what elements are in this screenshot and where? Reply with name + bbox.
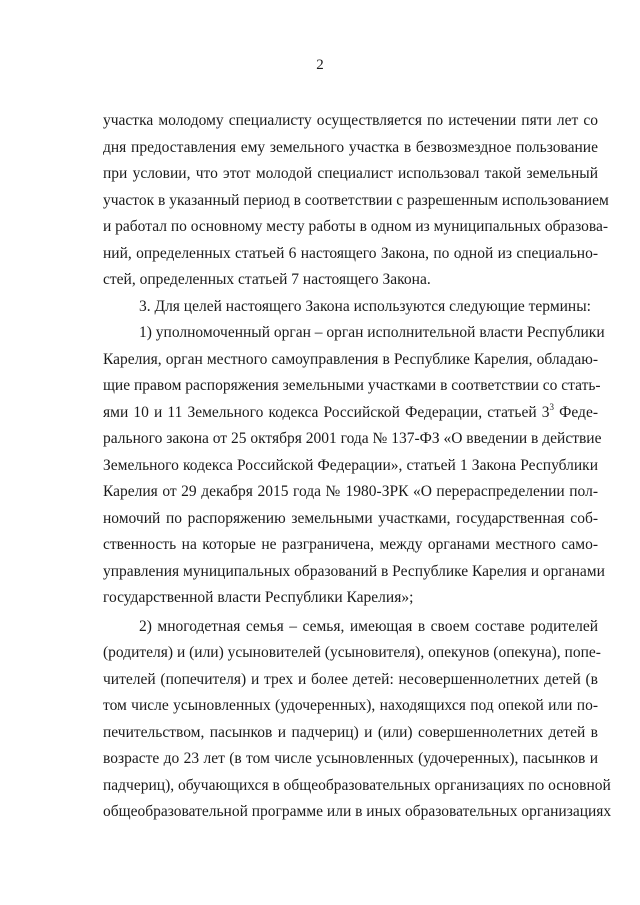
text-line: рального закона от 25 октября 2001 года № 137-ФЗ «О введении в действие bbox=[103, 430, 602, 447]
text-line: государственной власти Республики Карелия»; bbox=[103, 589, 414, 606]
paragraph-3-first-line: 3. Для целей настоящего Закона используются следующие термины: bbox=[139, 297, 591, 315]
text-fragment: Феде- bbox=[554, 403, 598, 421]
text-line: Карелия от 29 декабря 2015 года № 1980-ЗРК «О перераспределении пол- bbox=[103, 483, 598, 500]
document-body bbox=[103, 108, 612, 826]
text-line: участка молодому специалисту осуществляется по истечении пяти лет со bbox=[103, 112, 598, 129]
text-line: Земельного кодекса Российской Федерации», статьей 1 Закона Республики bbox=[103, 456, 598, 474]
text-line: чителей (попечителя) и трех и более детей: несовершеннолетних детей (в bbox=[103, 670, 598, 688]
item-2-first-line: 2) многодетная семья – семья, имеющая в своем составе родителей bbox=[139, 617, 598, 635]
text-line: печительством, пасынков и падчериц) и (или) совершеннолетних детей в bbox=[103, 723, 598, 741]
text-line: ственность на которые не разграничена, между органами местного само- bbox=[103, 536, 598, 553]
text-line: при условии, что этот молодой специалист использовал такой земельный bbox=[103, 165, 598, 182]
text-line-with-superscript bbox=[103, 400, 598, 427]
text-line: (родителя) и (или) усыновителей (усыновителя), опекунов (опекуна), попе- bbox=[103, 644, 601, 661]
text-line: падчериц), обучающихся в общеобразовательных организациях по основной bbox=[103, 776, 611, 794]
text-line: дня предоставления ему земельного участка в безвозмездное пользование bbox=[103, 138, 598, 156]
text-line: щие правом распоряжения земельными участками в соответствии со стать- bbox=[103, 377, 601, 394]
text-fragment: ями 10 и 11 Земельного кодекса Российской Федерации, статьей 3 bbox=[103, 403, 550, 421]
text-line: и работал по основному месту работы в одном из муниципальных образова- bbox=[103, 218, 609, 235]
page-number: 2 bbox=[316, 57, 324, 73]
item-1-first-line: 1) уполномоченный орган – орган исполнительной власти Республики bbox=[139, 324, 605, 341]
superscript: 3 bbox=[549, 401, 554, 412]
text-line: стей, определенных статьей 7 настоящего Закона. bbox=[103, 271, 431, 288]
text-line: номочий по распоряжению земельными участками, государственная соб- bbox=[103, 509, 598, 527]
text-line: возрасте до 23 лет (в том числе усыновленных (удочеренных), пасынков и bbox=[103, 750, 598, 767]
text-line: участок в указанный период в соответствии с разрешенным использованием bbox=[103, 191, 609, 209]
text-line: Карелия, орган местного самоуправления в Республике Карелия, обладаю- bbox=[103, 350, 598, 368]
text-line: том числе усыновленных (удочеренных), находящихся под опекой или по- bbox=[103, 697, 598, 714]
text-line: управления муниципальных образований в Республике Карелия и органами bbox=[103, 562, 605, 580]
text-line: ний, определенных статьей 6 настоящего Закона, по одной из специально- bbox=[103, 244, 598, 262]
text-line: общеобразовательной программе или в иных образовательных организациях bbox=[103, 803, 612, 820]
